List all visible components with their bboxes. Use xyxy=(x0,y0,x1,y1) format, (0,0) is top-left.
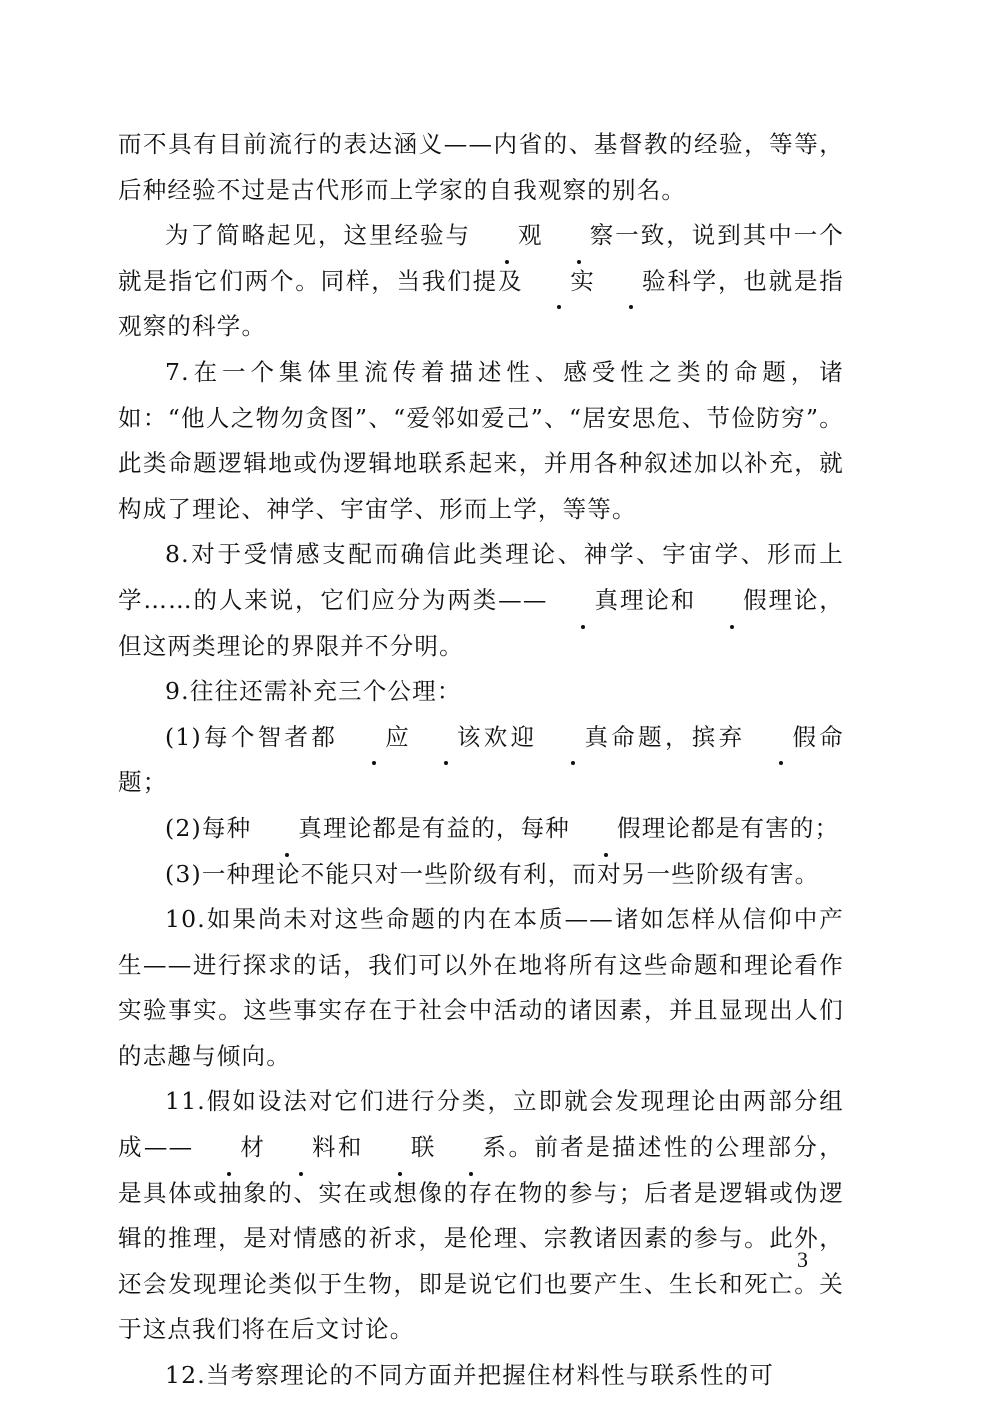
emphasis-dot-char: 假 xyxy=(570,806,642,852)
emphasis-dot-char: 材 xyxy=(193,1125,265,1171)
emphasis-dot-char: 系 xyxy=(436,1125,508,1171)
axiom-3: (3)一种理论不能只对一些阶级有利，而对另一些阶级有害。 xyxy=(165,859,820,888)
paragraph-9: 9.往往还需补充三个公理： xyxy=(165,677,462,706)
emphasis-dot-char: 真 xyxy=(537,715,609,761)
paragraph-brevity-note: 为了简略起见，这里经验与 观 察一致，说到其中一个就是指它们两个。同样，当我们提及 实 验科学，也就是指观察的科学。 xyxy=(118,213,844,350)
emphasis-dot-char: 实 xyxy=(523,259,595,305)
paragraph-7: 7.在一个集体里流传着描述性、感受性之类的命题，诸如：“他人之物勿贪图”、“爱邻如爱己”、“居安思危、节俭防穷”。此类命题逻辑地或伪逻辑地联系起来，并用各种叙述加以补充，就构成了理论、神学、宇宙学、形而上学，等等。 xyxy=(118,357,844,523)
emphasis-dot-char: 应 xyxy=(338,715,410,761)
axiom-1: (1)每个智者都 应 该欢迎 真命题，摈弃 假命题； xyxy=(118,715,844,806)
emphasis-dot-char: 该 xyxy=(410,715,482,761)
paragraph-8: 8.对于受情感支配而确信此类理论、神学、宇宙学、形而上学……的人来说，它们应分为两类—— 真理论和 假理论，但这两类理论的界限并不分明。 xyxy=(118,540,844,660)
paragraph-12: 12.当考察理论的不同方面并把握住材料性与联系性的可 xyxy=(165,1361,775,1390)
page-body xyxy=(118,122,844,1399)
paragraph-continuation: 而不具有目前流行的表达涵义——内省的、基督教的经验，等等，后种经验不过是古代形而上学家的自我观察的别名。 xyxy=(118,130,844,204)
emphasis-dot-char: 假 xyxy=(745,715,817,761)
emphasis-dot-char: 料 xyxy=(265,1125,337,1171)
emphasis-dot-char: 假 xyxy=(696,578,768,624)
emphasis-dot-char: 察 xyxy=(543,213,615,259)
page-number: 3 xyxy=(797,1247,808,1272)
emphasis-dot-char: 观 xyxy=(471,213,543,259)
paragraph-10: 10.如果尚未对这些命题的内在本质——诸如怎样从信仰中产生——进行探求的话，我们可以外在地将所有这些命题和理论看作实验事实。这些事实存在于社会中活动的诸因素，并且显现出人们的志趣与倾向。 xyxy=(118,905,844,1070)
emphasis-dot-char: 联 xyxy=(364,1125,436,1171)
axiom-2: (2)每种 真理论都是有益的，每种 假理论都是有害的； xyxy=(118,806,844,852)
emphasis-dot-char: 真 xyxy=(548,578,620,624)
emphasis-dot-char: 真 xyxy=(251,806,323,852)
emphasis-dot-char: 验 xyxy=(595,259,667,305)
paragraph-11: 11.假如设法对它们进行分类，立即就会发现理论由两部分组成—— 材 料和 联 系。前者是描述性的公理部分，是具体或抽象的、实在或想像的存在物的参与；后者是逻辑或伪逻辑的推理，是对情感的祈求，是伦理、宗教诸因素的参与。此外，还会发现理论类似于生物，即是说它们也要产生、生长和死亡。关于这点我们将在后文讨论。 xyxy=(118,1087,844,1344)
